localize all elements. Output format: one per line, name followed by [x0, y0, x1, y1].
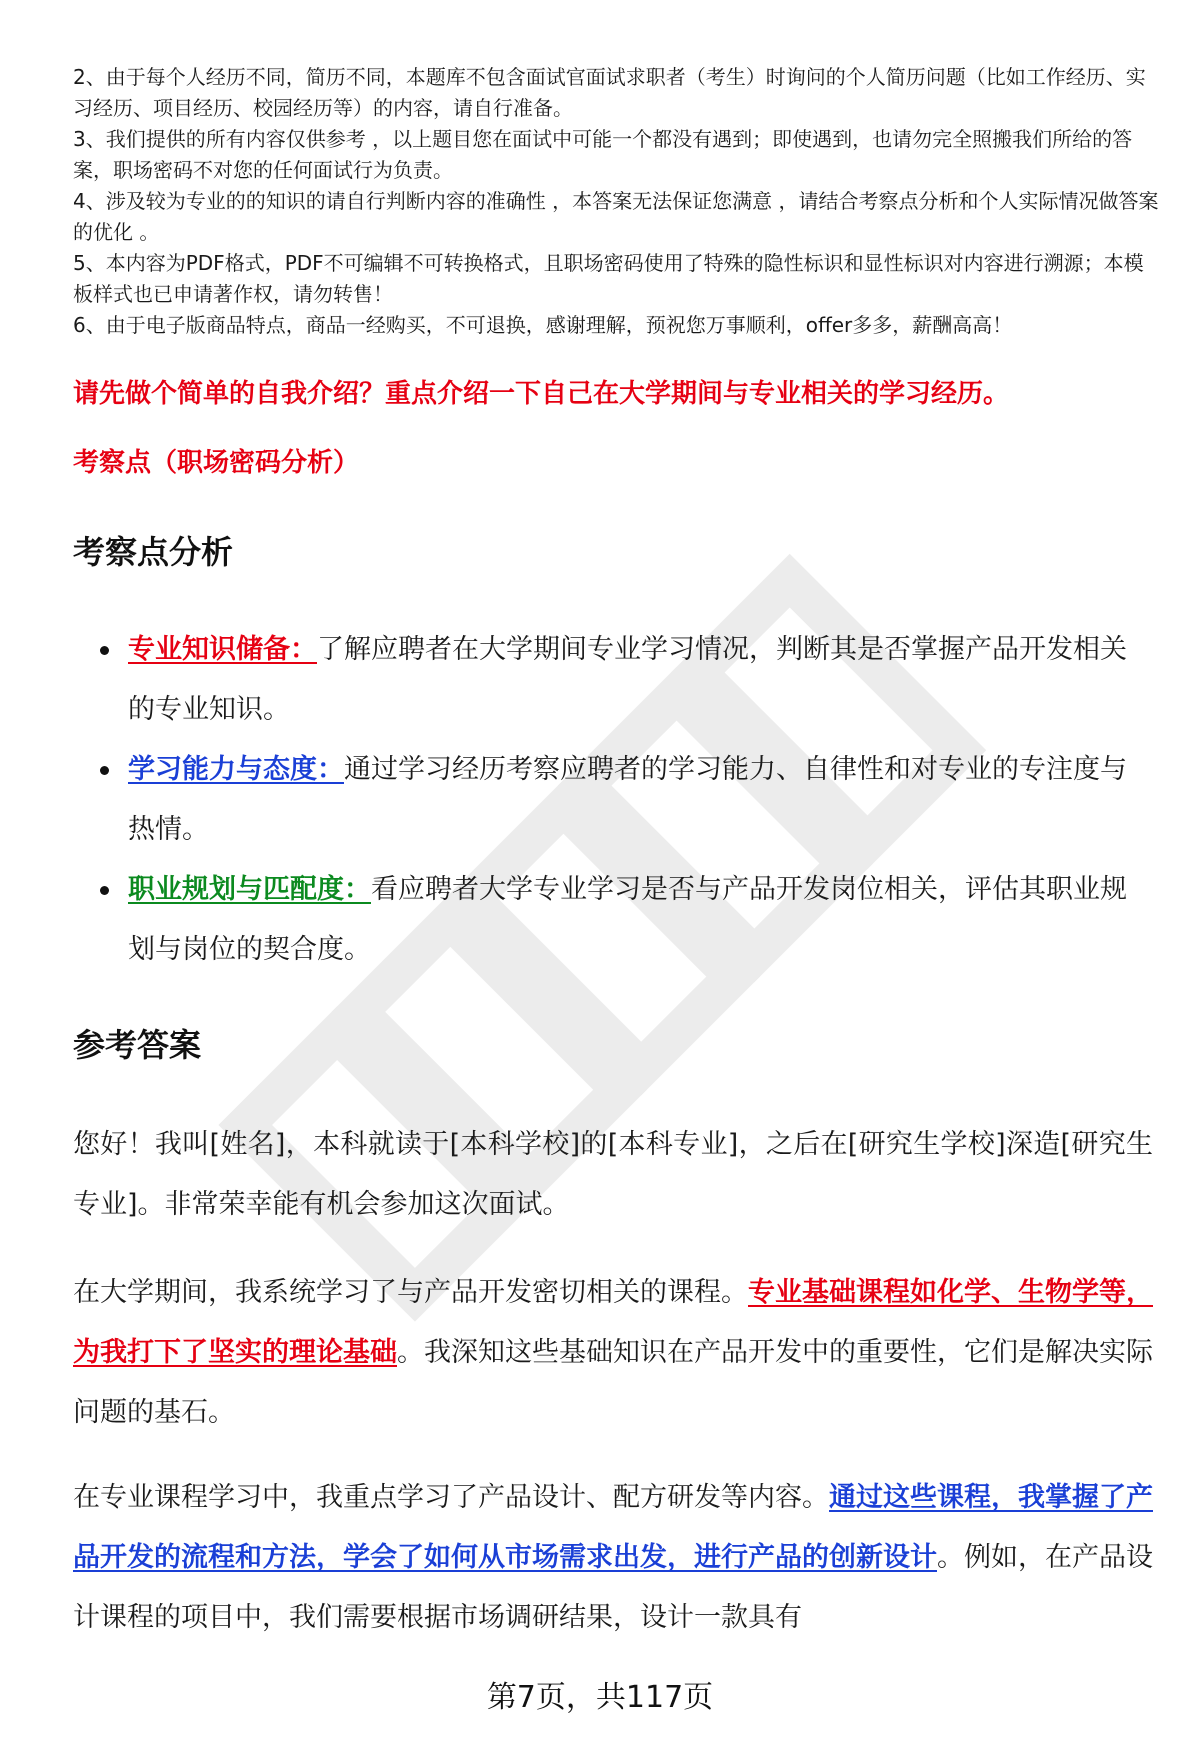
highlight-text: 专业基础课程如化学、生物学等，为我打下了坚实的理论基础	[73, 1277, 1153, 1368]
answer-paragraph-study	[73, 1263, 1153, 1443]
list-item	[73, 860, 1153, 980]
point-keyword: 专业知识储备：	[128, 634, 317, 665]
point-keyword: 职业规划与匹配度：	[128, 874, 371, 905]
paragraph-text: 在大学期间，我系统学习了与产品开发密切相关的课程。	[73, 1277, 748, 1308]
note-item: 5、本内容为PDF格式，PDF不可编辑不可转换格式，且职场密码使用了特殊的隐性标识和显性标识对内容进行溯源；本模板样式也已申请著作权，请勿转售！	[73, 251, 1144, 306]
note-item: 4、涉及较为专业的的知识的请自行判断内容的准确性 ，本答案无法保证您满意 ，请结合考察点分析和个人实际情况做答案的优化 。	[73, 189, 1159, 244]
highlight-text: 通过这些课程，我掌握了产品开发的流程和方法，学会了如何从市场需求出发，进行产品的创新设计	[73, 1482, 1153, 1573]
note-item: 2、由于每个人经历不同，简历不同，本题库不包含面试官面试求职者（考生）时询问的个人简历问题（比如工作经历、实习经历、项目经历、校园经历等）的内容，请自行准备。	[73, 65, 1146, 120]
paragraph-text: 。我深知这些基础知识在产品开发中的重要性，它们是解决实际问题的基石。	[73, 1337, 1153, 1428]
list-item	[73, 620, 1153, 740]
point-text: 通过学习经历考察应聘者的学习能力、自律性和对专业的专注度与热情。	[128, 754, 1127, 845]
bullet-icon	[100, 646, 109, 655]
bullet-icon	[100, 886, 109, 895]
page-number: 第7页，共117页	[486, 1680, 714, 1715]
answer-heading: 参考答案	[73, 1026, 202, 1064]
point-keyword: 学习能力与态度：	[128, 754, 344, 785]
interview-question: 请先做个简单的自我介绍？重点介绍一下自己在大学期间与专业相关的学习经历。	[73, 379, 1010, 409]
paragraph-text: 。例如，在产品设计课程的项目中，我们需要根据市场调研结果，设计一款具有	[73, 1542, 1153, 1633]
answer-paragraph-intro: 您好！我叫[姓名]，本科就读于[本科学校]的[本科专业]，之后在[研究生学校]深造[研究生专业]。非常荣幸能有机会参加这次面试。	[73, 1129, 1153, 1220]
assessment-points	[73, 620, 1153, 980]
list-item	[73, 740, 1153, 860]
notes-section	[73, 62, 1163, 341]
analysis-heading: 考察点分析	[73, 533, 234, 571]
point-text: 看应聘者大学专业学习是否与产品开发岗位相关，评估其职业规划与岗位的契合度。	[128, 874, 1127, 965]
assessment-label: 考察点（职场密码分析）	[73, 448, 360, 478]
paragraph-text: 在专业课程学习中，我重点学习了产品设计、配方研发等内容。	[73, 1482, 829, 1513]
answer-paragraph-course	[73, 1468, 1153, 1648]
note-item: 3、我们提供的所有内容仅供参考 ，以上题目您在面试中可能一个都没有遇到；即使遇到，也请勿完全照搬我们所给的答案，职场密码不对您的任何面试行为负责。	[73, 127, 1133, 182]
note-item: 6、由于电子版商品特点，商品一经购买，不可退换，感谢理解，预祝您万事顺利，offer多多，薪酬高高！	[73, 313, 1013, 337]
point-text: 了解应聘者在大学期间专业学习情况，判断其是否掌握产品开发相关的专业知识。	[128, 634, 1127, 725]
bullet-icon	[100, 766, 109, 775]
